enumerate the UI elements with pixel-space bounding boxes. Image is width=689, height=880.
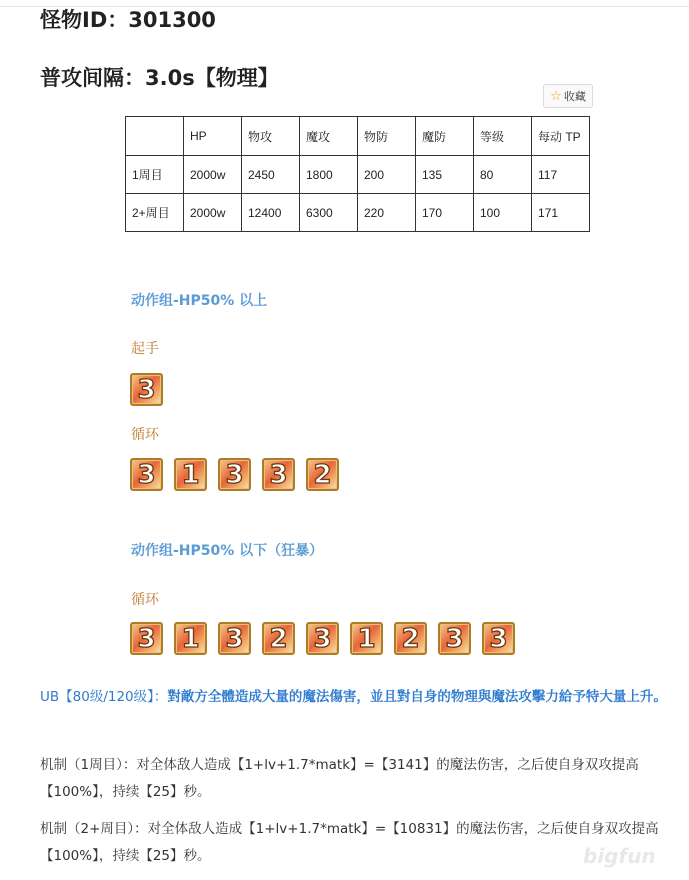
skill-icon: 3	[482, 622, 515, 655]
skill-icon: 1	[174, 622, 207, 655]
skill-icon: 3	[218, 458, 251, 491]
table-cell: 170	[416, 194, 474, 232]
loop-label: 循环	[131, 592, 159, 608]
bigfun-watermark: bigfun	[583, 844, 656, 868]
skill-icon: 3	[130, 373, 163, 406]
table-cell: 1800	[300, 156, 358, 194]
skill-icon: 1	[174, 458, 207, 491]
table-cell: 1周目	[126, 156, 184, 194]
table-cell: 171	[532, 194, 590, 232]
mechanic-1-text: 机制（1周目）：对全体敌人造成【1+lv+1.7*matk】=【3141】的魔法伤害，之后使自身双攻提高【100%】，持续【25】秒。	[40, 757, 639, 800]
table-row	[126, 194, 590, 232]
action-group-2-title: 动作组-HP50% 以下（狂暴）	[131, 543, 324, 559]
skill-icon: 3	[130, 458, 163, 491]
skill-icon: 3	[262, 458, 295, 491]
table-cell: 2450	[242, 156, 300, 194]
table-cell: 2000w	[184, 194, 242, 232]
table-header-cell: 魔攻	[300, 117, 358, 156]
opening-label: 起手	[131, 341, 159, 357]
table-header-cell: 魔防	[416, 117, 474, 156]
table-cell: 2+周目	[126, 194, 184, 232]
table-header-cell: 物防	[358, 117, 416, 156]
table-cell: 135	[416, 156, 474, 194]
table-row	[126, 156, 590, 194]
ub-text: 對敵方全體造成大量的魔法傷害，並且對自身的物理與魔法攻擊力給予特大量上升。	[167, 689, 667, 705]
skill-icon: 2	[262, 622, 295, 655]
table-cell: 2000w	[184, 156, 242, 194]
monster-id-heading: 怪物ID：301300	[40, 8, 216, 32]
favorite-button[interactable]	[543, 84, 593, 108]
table-header-cell: HP	[184, 117, 242, 156]
attack-interval-heading: 普攻间隔：3.0s【物理】	[40, 66, 279, 90]
skill-icon: 1	[350, 622, 383, 655]
skill-icon: 3	[438, 622, 471, 655]
action-group-1-title: 动作组-HP50% 以上	[131, 293, 268, 309]
ub-prefix: UB【80级/120级】：	[40, 689, 168, 705]
table-header-cell: 等级	[474, 117, 532, 156]
table-header-cell: 每动 TP	[532, 117, 590, 156]
table-cell: 12400	[242, 194, 300, 232]
loop-skill-row	[130, 622, 526, 660]
table-cell: 200	[358, 156, 416, 194]
mechanic-2-text: 机制（2+周目）：对全体敌人造成【1+lv+1.7*matk】=【10831】的魔法伤害，之后使自身双攻提高【100%】，持续【25】秒。	[40, 821, 659, 864]
skill-icon: 3	[306, 622, 339, 655]
table-cell: 6300	[300, 194, 358, 232]
loop-skill-row	[130, 458, 350, 496]
skill-icon: 2	[306, 458, 339, 491]
table-cell: 117	[532, 156, 590, 194]
table-header-cell: 物攻	[242, 117, 300, 156]
skill-icon: 3	[130, 622, 163, 655]
table-header-row	[126, 117, 590, 156]
favorite-label: 收藏	[563, 90, 586, 103]
table-cell: 80	[474, 156, 532, 194]
ub-description	[40, 684, 670, 711]
table-cell: 100	[474, 194, 532, 232]
table-cell: 220	[358, 194, 416, 232]
skill-icon: 3	[218, 622, 251, 655]
stats-table	[125, 116, 590, 232]
loop-label: 循环	[131, 427, 159, 443]
opening-skill-row	[130, 373, 174, 411]
star-icon: ☆	[550, 88, 562, 104]
table-header-cell	[126, 117, 184, 156]
skill-icon: 2	[394, 622, 427, 655]
